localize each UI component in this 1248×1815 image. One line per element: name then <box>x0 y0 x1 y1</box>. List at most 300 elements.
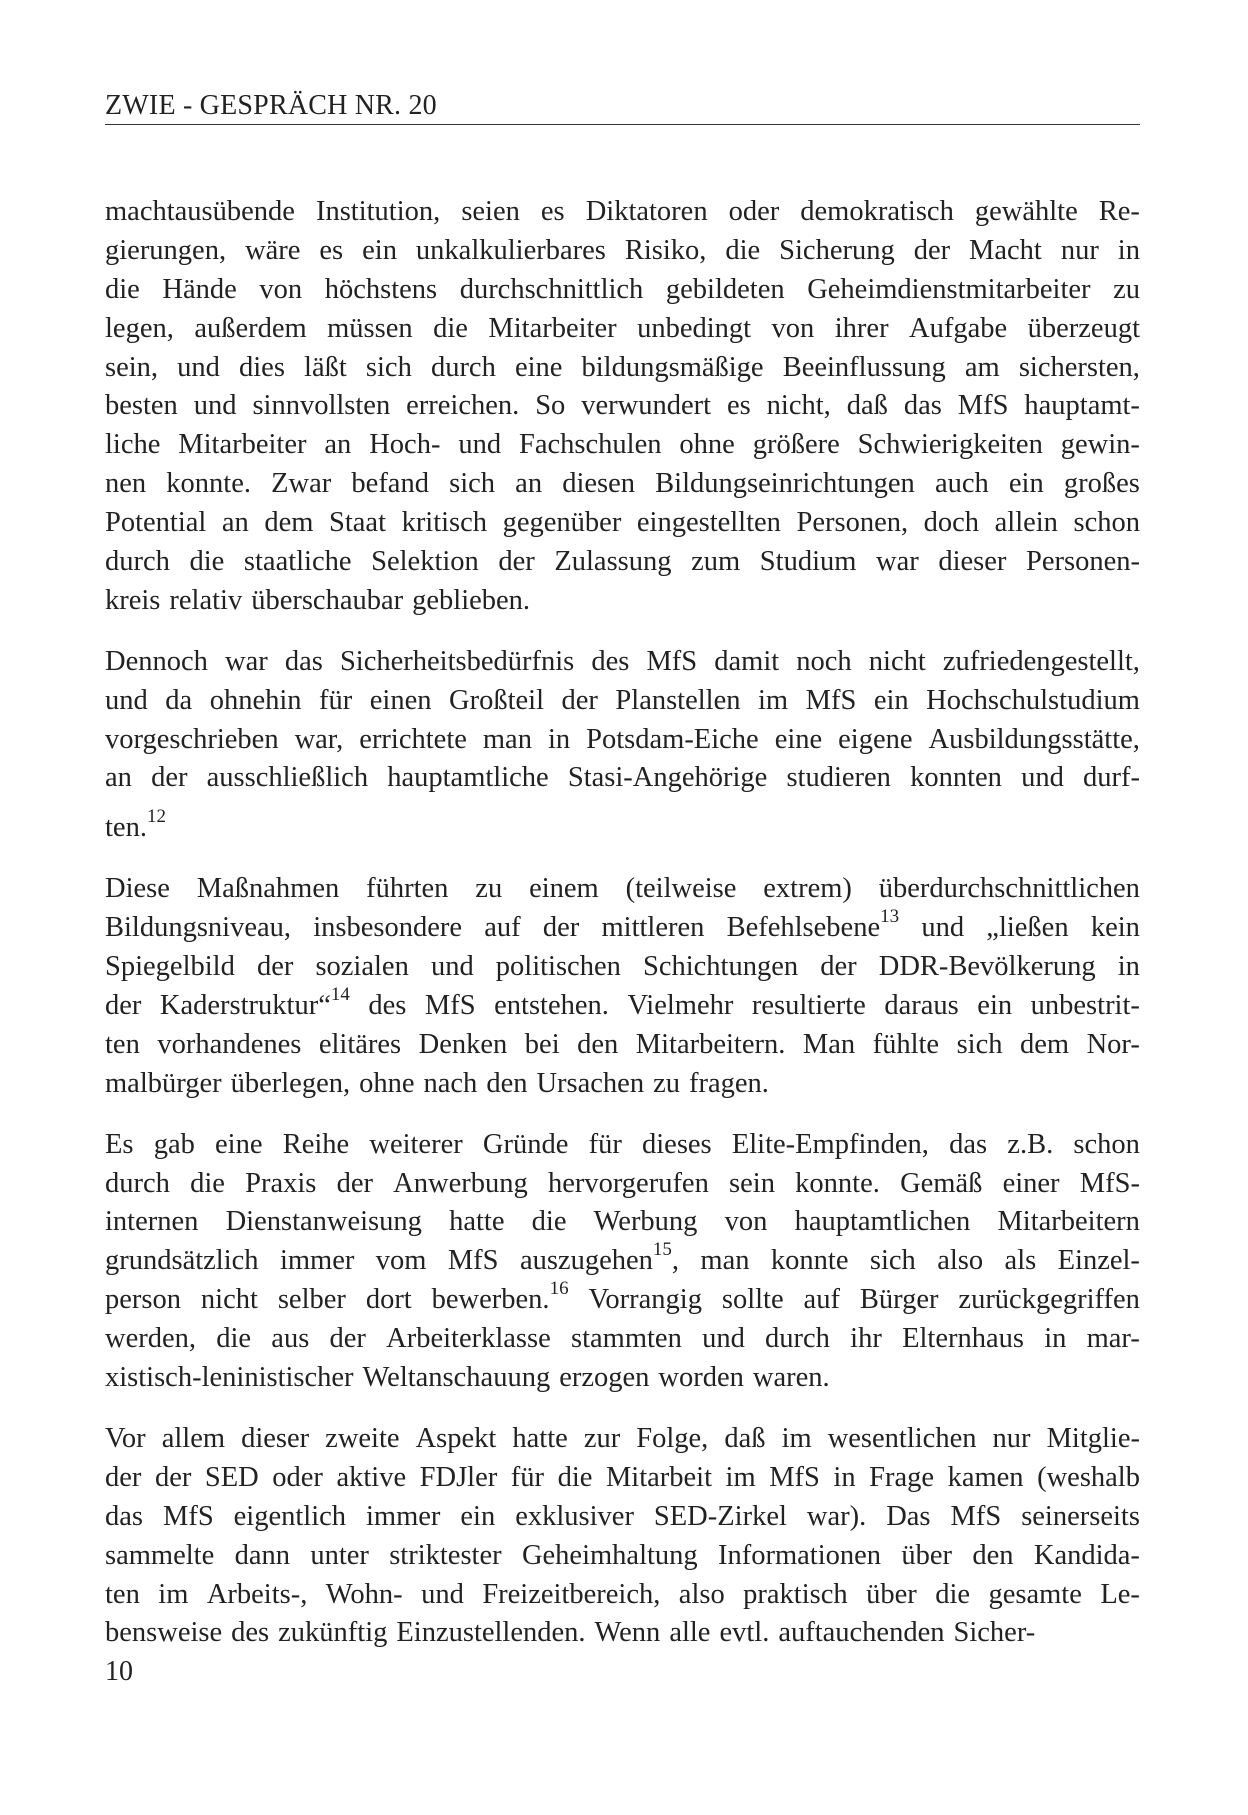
text-line <box>105 1238 1140 1281</box>
word: der <box>154 1461 192 1493</box>
word: und <box>1021 762 1064 794</box>
word: nicht, <box>766 390 831 422</box>
word: besten <box>105 390 178 422</box>
word: an <box>221 507 249 539</box>
word: und <box>702 1323 745 1355</box>
word: schon <box>1073 1128 1140 1160</box>
word: ihrer <box>834 312 889 344</box>
word: errichtete <box>359 723 467 755</box>
word: exklusiver <box>515 1500 634 1532</box>
word: Elite-Empfinden, <box>731 1128 929 1160</box>
word: Bildungseinrichtungen <box>655 468 915 500</box>
word: SED <box>204 1461 259 1493</box>
word: im <box>781 1422 812 1454</box>
word: nen <box>105 468 147 500</box>
word: entstehen. <box>494 990 609 1022</box>
text-line <box>105 310 1140 349</box>
word: aktive <box>336 1461 407 1493</box>
word: ten <box>105 1028 140 1060</box>
word: dieser <box>938 546 1007 578</box>
word: einer <box>1002 1167 1060 1199</box>
word: diesen <box>562 468 636 500</box>
text-line <box>105 1459 1140 1498</box>
word: eigentlich <box>233 1500 347 1532</box>
word: hauptamt- <box>1024 390 1140 422</box>
word: wäre <box>245 234 301 266</box>
word: noch <box>796 645 852 677</box>
word: evtl. <box>719 1617 770 1649</box>
word: großes <box>1063 468 1140 500</box>
word: und <box>193 390 237 422</box>
word: mar- <box>1086 1323 1140 1355</box>
word: nicht <box>200 1284 258 1316</box>
word: Schichtungen <box>642 951 799 983</box>
word: also <box>678 1578 725 1610</box>
word: Vielmehr <box>627 990 734 1022</box>
word: Ausbildungsstätte, <box>928 723 1140 755</box>
word: Großteil <box>449 684 544 716</box>
word: gewählte <box>974 196 1078 227</box>
word: waren. <box>752 1362 830 1394</box>
text-line <box>105 193 1140 232</box>
word: geblieben. <box>412 584 531 616</box>
word: SED-Zirkel <box>653 1500 787 1532</box>
word: immer <box>366 1500 441 1532</box>
text-line <box>105 1165 1140 1204</box>
word: dem <box>264 507 314 539</box>
word: sein, <box>105 351 159 383</box>
word: durch <box>765 1323 830 1355</box>
word: hauptamtliche <box>387 762 549 794</box>
text-line <box>105 798 1140 848</box>
word: man <box>482 723 532 755</box>
word: auch <box>934 468 989 500</box>
header-title: ZWIE - GESPRÄCH NR. 20 <box>105 90 437 121</box>
word: praktisch <box>743 1578 848 1610</box>
word: da <box>165 684 193 716</box>
text-line <box>105 983 1140 1026</box>
word: vorhandenes <box>157 1028 302 1060</box>
word: zum <box>691 546 741 578</box>
paragraph <box>105 643 1140 849</box>
word: ein <box>873 684 909 716</box>
word: MfS <box>950 1500 1002 1532</box>
word: außerdem <box>194 312 307 344</box>
word: fühlte <box>872 1028 940 1060</box>
word: der <box>561 684 598 716</box>
word: ten <box>105 1578 140 1610</box>
word: mittleren <box>601 912 705 944</box>
word: Fachschulen <box>519 429 662 461</box>
word: konnten <box>910 762 1002 794</box>
word: seien <box>461 196 520 227</box>
word: studieren <box>786 762 891 794</box>
word: und <box>458 429 502 461</box>
paragraph <box>105 870 1140 1103</box>
footnote-marker: 16 <box>549 1277 569 1299</box>
word: ausschließlich <box>206 762 369 794</box>
word: gegenüber <box>502 507 622 539</box>
word: Man <box>802 1028 856 1060</box>
word: Maßnahmen <box>196 873 340 905</box>
word: ohnehin <box>209 684 302 716</box>
word: dort <box>365 1284 412 1316</box>
word: sozialen <box>315 951 409 983</box>
word: Werbung <box>593 1206 698 1238</box>
word: hatte <box>449 1206 505 1238</box>
word: in <box>833 1461 856 1493</box>
word: das <box>105 1500 143 1532</box>
word: eigene <box>838 723 913 755</box>
word: elitäres <box>318 1028 402 1060</box>
word: sich <box>869 1245 916 1277</box>
word: also <box>937 1245 984 1277</box>
word: auszugehen$^{15}$, <box>519 1238 680 1277</box>
word: höchstens <box>324 273 438 305</box>
word: unbedingt <box>637 312 752 344</box>
word: war, <box>294 723 344 755</box>
word: (weshalb <box>1037 1461 1140 1493</box>
text-line <box>105 1126 1140 1165</box>
word: der <box>256 951 294 983</box>
word: Sicherung <box>779 234 895 266</box>
word: Elternhaus <box>902 1323 1024 1355</box>
word: das <box>284 645 323 677</box>
word: ein <box>460 1500 496 1532</box>
paragraph <box>105 193 1140 621</box>
word: es <box>540 196 565 227</box>
text-line <box>105 582 1140 621</box>
word: Zulassung <box>554 546 672 578</box>
word: Diese <box>105 873 170 905</box>
word: durchschnittlich <box>459 273 644 305</box>
word: kein <box>1090 912 1140 944</box>
word: Bildungsniveau, <box>105 912 292 944</box>
word: man <box>700 1245 750 1277</box>
word: an <box>515 468 543 500</box>
word: Praxis <box>245 1167 317 1199</box>
word: alle <box>669 1617 711 1649</box>
word: für <box>319 684 353 716</box>
word: sich <box>956 1028 1003 1060</box>
word: Folge, <box>636 1422 709 1454</box>
word: bensweise <box>105 1617 223 1649</box>
word: gierungen, <box>105 234 227 266</box>
word: die <box>216 1323 252 1355</box>
word: Vor <box>105 1422 146 1454</box>
word: dem <box>1020 1028 1070 1060</box>
text-line <box>105 1065 1140 1104</box>
word: Vorrangig <box>588 1284 702 1316</box>
word: das <box>903 390 942 422</box>
text-line <box>105 465 1140 504</box>
word: staatliche <box>243 546 352 578</box>
word: die <box>190 1167 225 1199</box>
text-line <box>105 1359 1140 1398</box>
word: dies <box>239 351 285 383</box>
word: worden <box>658 1362 744 1394</box>
word: im <box>158 1578 189 1610</box>
text-line <box>105 1203 1140 1242</box>
word: erreichen. <box>406 390 520 422</box>
word: durch <box>430 351 496 383</box>
word: des <box>368 990 407 1022</box>
word: eine <box>774 723 823 755</box>
word: Es <box>105 1128 134 1160</box>
word: im <box>758 684 789 716</box>
word: der <box>820 951 857 983</box>
word: die <box>189 546 225 578</box>
word: nach <box>423 1067 478 1099</box>
word: ihr <box>850 1323 882 1355</box>
word: Spiegelbild <box>105 951 235 983</box>
word: MfS <box>805 684 857 716</box>
word: und <box>421 1578 464 1610</box>
word: Einzustellenden. <box>396 1617 586 1649</box>
word: der <box>913 234 951 266</box>
paragraph <box>105 1420 1140 1653</box>
word: immer <box>279 1245 355 1277</box>
word: zweite <box>325 1422 400 1454</box>
word: zufriedengestellt, <box>942 645 1140 677</box>
text-line <box>105 682 1140 721</box>
word: malbürger <box>105 1067 222 1099</box>
word: zu <box>475 873 503 905</box>
word: es <box>319 234 344 266</box>
word: (teilweise <box>625 873 737 905</box>
word: die <box>105 273 140 305</box>
word: führten <box>366 873 449 905</box>
word: Beeinflussung <box>782 351 946 383</box>
word: dann <box>234 1539 290 1571</box>
word: in <box>1117 234 1140 266</box>
word: auf <box>803 1284 840 1316</box>
word: vorgeschrieben <box>105 723 279 755</box>
text-line <box>105 759 1140 798</box>
running-header <box>105 88 1140 125</box>
word: striktester <box>389 1539 502 1571</box>
word: und <box>105 684 148 716</box>
word: Staat <box>329 507 386 539</box>
word: insbesondere <box>313 912 463 944</box>
word: die <box>531 1206 567 1238</box>
word: ein <box>977 990 1013 1022</box>
text-line <box>105 1576 1140 1615</box>
word: Institution, <box>315 196 441 227</box>
word: selber <box>277 1284 346 1316</box>
word: als <box>1004 1245 1037 1277</box>
word: in <box>1044 1323 1067 1355</box>
word: ein <box>1008 468 1044 500</box>
text-line <box>105 426 1140 465</box>
word: eine <box>514 351 563 383</box>
word: die <box>935 1578 971 1610</box>
word: der <box>151 762 188 794</box>
word: in <box>1117 951 1140 983</box>
word: der <box>336 1167 373 1199</box>
footnote-marker: 14 <box>330 983 350 1005</box>
word: gebildeten <box>665 273 785 305</box>
word: Dienstanweisung <box>225 1206 422 1238</box>
word: Geheimhaltung <box>521 1539 698 1571</box>
word: weiterer <box>369 1128 463 1160</box>
word: bildungsmäßige <box>581 351 764 383</box>
word: hervorgerufen <box>547 1167 709 1199</box>
word: sammelte <box>105 1539 215 1571</box>
word: und <box>177 351 220 383</box>
word: Reihe <box>282 1128 350 1160</box>
word: Risiko, <box>624 234 707 266</box>
word: politischen <box>495 951 621 983</box>
word: und <box>430 951 474 983</box>
word: MfS <box>424 990 476 1022</box>
word: ohne <box>679 429 735 461</box>
text-line <box>105 1026 1140 1065</box>
word: kamen <box>947 1461 1024 1493</box>
text-line <box>105 271 1140 310</box>
text-line <box>105 721 1140 760</box>
word: nur <box>992 1422 1031 1454</box>
word: des <box>231 1617 270 1649</box>
word: allem <box>161 1422 226 1454</box>
word: ohne <box>359 1067 415 1099</box>
word: Wohn- <box>325 1578 403 1610</box>
word: von <box>771 312 815 344</box>
word: Befehlsebene$^{13}$ <box>726 905 900 944</box>
text-line <box>105 504 1140 543</box>
word: überlegen, <box>230 1067 351 1099</box>
word: Potsdam-Eiche <box>586 723 759 755</box>
word: Mitarbeitern <box>997 1206 1140 1238</box>
word: Weltanschauung <box>362 1362 551 1394</box>
word: sinnvollsten <box>252 390 391 422</box>
word: legen, <box>105 312 174 344</box>
word: Kandida- <box>1033 1539 1140 1571</box>
word: sich <box>365 351 412 383</box>
word: Mitarbeitern. <box>635 1028 786 1060</box>
word: grundsätzlich <box>105 1245 259 1277</box>
word: der <box>542 912 580 944</box>
word: demokratisch <box>800 196 954 227</box>
word: Selektion <box>371 546 479 578</box>
word: internen <box>105 1206 199 1238</box>
word: für <box>588 1128 622 1160</box>
word: Hände <box>162 273 237 305</box>
word: die <box>725 234 761 266</box>
word: damit <box>714 645 780 677</box>
word: schon <box>1073 507 1140 539</box>
paragraph <box>105 1126 1140 1398</box>
word: Hochschulstudium <box>926 684 1140 716</box>
word: nur <box>1060 234 1099 266</box>
word: sollte <box>721 1284 784 1316</box>
word: über <box>901 1539 953 1571</box>
word: zur <box>583 1422 621 1454</box>
word: unter <box>310 1539 369 1571</box>
word: die <box>557 1461 593 1493</box>
word: MfS <box>769 1461 820 1493</box>
word: liche <box>105 429 161 461</box>
word: Hoch- <box>369 429 441 461</box>
word: Schwierigkeiten <box>857 429 1043 461</box>
word: erzogen <box>559 1362 650 1394</box>
word: dieses <box>642 1128 712 1160</box>
word: Re- <box>1098 196 1140 227</box>
word: zu <box>653 1067 680 1099</box>
word: befand <box>351 468 429 500</box>
word: sich <box>449 468 496 500</box>
word: Mitarbeiter <box>488 312 617 344</box>
word: Anwerbung <box>393 1167 528 1199</box>
word: den <box>577 1028 619 1060</box>
word: überdurchschnittlichen <box>878 873 1140 905</box>
word: seinerseits <box>1021 1500 1140 1532</box>
word: Dennoch <box>105 645 208 677</box>
word: So <box>535 390 566 422</box>
text-line <box>105 232 1140 271</box>
word: zu <box>1113 273 1140 305</box>
word: das <box>949 1128 988 1160</box>
word: Informationen <box>718 1539 882 1571</box>
word: überzeugt <box>1027 312 1140 344</box>
word: sein <box>729 1167 775 1199</box>
word: daß <box>846 390 888 422</box>
word: person <box>105 1284 181 1316</box>
word: Ursachen <box>536 1067 645 1099</box>
word: vom <box>375 1245 427 1277</box>
word: daß <box>724 1422 766 1454</box>
word: Diktatoren <box>585 196 708 227</box>
word: Personen- <box>1025 546 1140 578</box>
word: sichersten, <box>1018 351 1140 383</box>
word: Freizeitbereich, <box>482 1578 661 1610</box>
word: konnte <box>770 1245 849 1277</box>
word: Mitarbeit <box>605 1461 712 1493</box>
word: durch <box>105 546 170 578</box>
text-line <box>105 948 1140 987</box>
word: kritisch <box>401 507 488 539</box>
word: oder <box>272 1461 323 1493</box>
word: werden, <box>105 1323 196 1355</box>
word: resultierte <box>751 990 866 1022</box>
word: stammten <box>571 1323 682 1355</box>
text-line <box>105 1277 1140 1320</box>
word: größere <box>752 429 840 461</box>
word: konnte. <box>166 468 251 500</box>
word: doch <box>923 507 980 539</box>
word: Potential <box>105 507 207 539</box>
word: der <box>105 990 142 1022</box>
word: MfS <box>957 390 1009 422</box>
text-line <box>105 387 1140 426</box>
word: FDJler <box>419 1461 498 1493</box>
word: gab <box>153 1128 195 1160</box>
word: Geheimdienstmitarbeiter <box>807 273 1091 305</box>
page-number: 10 <box>105 1656 133 1687</box>
word: war <box>876 546 919 578</box>
word: z.B. <box>1007 1128 1054 1160</box>
word: kreis <box>105 584 161 616</box>
word: Sicher- <box>953 1617 1036 1649</box>
word: für <box>510 1461 545 1493</box>
word: Denken <box>418 1028 508 1060</box>
body-text <box>105 193 1140 1675</box>
text-line <box>105 1320 1140 1359</box>
word: die <box>433 312 468 344</box>
word: unkalkulierbares <box>415 234 606 266</box>
word: MfS- <box>1079 1167 1140 1199</box>
word: einem <box>529 873 599 905</box>
